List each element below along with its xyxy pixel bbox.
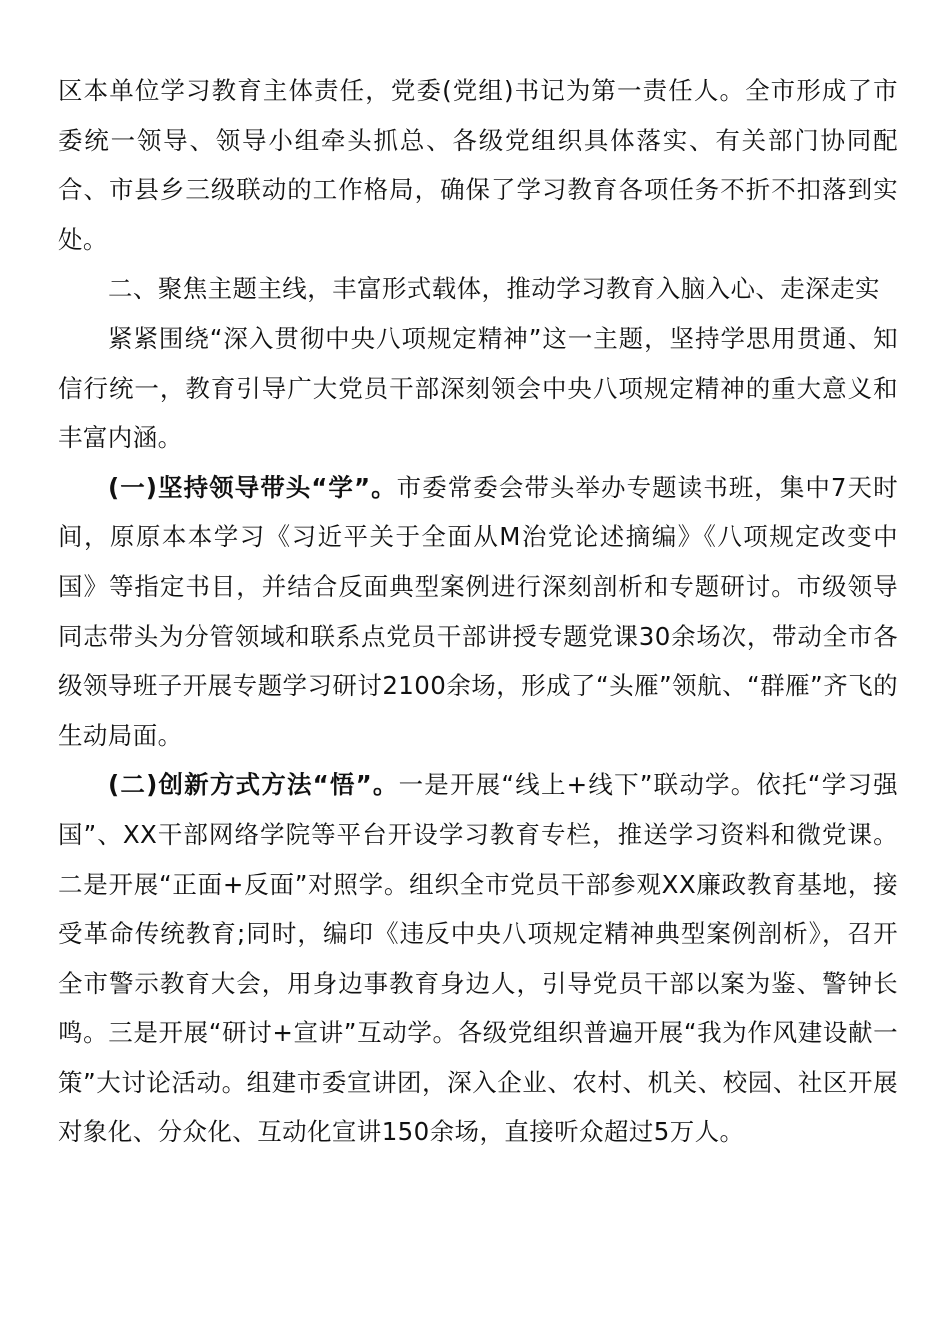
item-one-body: 市委常委会带头举办专题读书班，集中7天时间，原原本本学习《习近平关于全面从M治党论述摘编》《八项规定改变中国》等指定书目，并结合反面典型案例进行深刻剖析和专题研讨。市级领导同志带头为分管领域和联系点党员干部讲授专题党课30余场次，带动全市各级领导班子开展专题学习研讨2100余场，形成了“头雁”领航、“群雁”齐飞的生动局面。 xyxy=(58,472,898,750)
paragraph-continuation: 区本单位学习教育主体责任，党委(党组)书记为第一责任人。全市形成了市委统一领导、领导小组牵头抓总、各级党组织具体落实、有关部门协同配合、市县乡三级联动的工作格局，确保了学习教育各项任务不折不扣落到实处。 xyxy=(58,76,898,254)
paragraph-item-one xyxy=(58,463,898,761)
item-two-body: 一是开展“线上+线下”联动学。依托“学习强国”、XX干部网络学院等平台开设学习教育专栏，推送学习资料和微党课。二是开展“正面+反面”对照学。组织全市党员干部参观XX廉政教育基地，接受革命传统教育;同时，编印《违反中央八项规定精神典型案例剖析》，召开全市警示教育大会，用身边事教育身边人，引导党员干部以案为鉴、警钟长鸣。三是开展“研讨+宣讲”互动学。各级党组织普遍开展“我为作风建设献一策”大讨论活动。组建市委宣讲团，深入企业、农村、机关、校园、社区开展对象化、分众化、互动化宣讲150余场，直接听众超过5万人。 xyxy=(58,770,898,1147)
paragraph-item-two xyxy=(58,760,898,1157)
item-one-heading: (一)坚持领导带头“学”。 xyxy=(108,472,397,502)
item-two-heading: (二)创新方式方法“悟”。 xyxy=(108,770,399,800)
paragraph-intro: 紧紧围绕“深入贯彻中央八项规定精神”这一主题，坚持学思用贯通、知信行统一，教育引导广大党员干部深刻领会中央八项规定精神的重大意义和丰富内涵。 xyxy=(58,323,898,453)
document-page xyxy=(58,66,898,1157)
section-heading-two: 二、聚焦主题主线，丰富形式载体，推动学习教育入脑入心、走深走实 xyxy=(108,274,880,304)
